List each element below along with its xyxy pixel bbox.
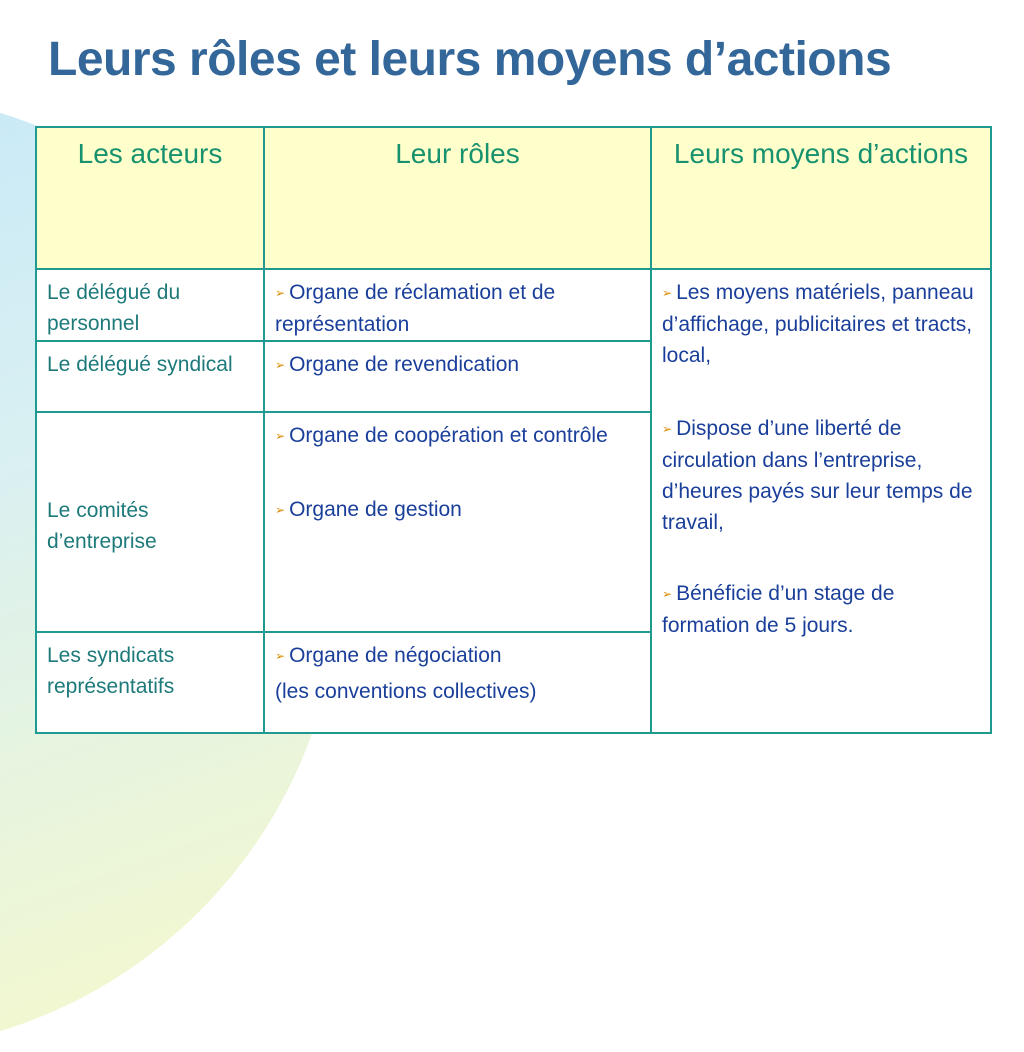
slide-title: Leurs rôles et leurs moyens d’actions [48,33,892,86]
means-item [662,413,980,538]
actor-cell: Le délégué du personnel [36,269,264,341]
role-note: (les conventions collectives) [275,680,537,703]
roles-cell [264,632,651,733]
actor-cell: Le comités d’entreprise [36,412,264,632]
arrow-bullet-icon: ➢ [662,286,673,300]
actor-cell: Les syndicats représentatifs [36,632,264,733]
roles-table [35,126,992,734]
table-row [36,269,991,341]
arrow-bullet-icon: ➢ [275,358,286,372]
arrow-bullet-icon: ➢ [275,503,286,517]
means-text: Les moyens matériels, panneau d’affichage, publicitaires et tracts, local, [662,281,974,367]
table-header-row [36,127,991,269]
arrow-bullet-icon: ➢ [275,429,286,443]
role-text: Organe de coopération et contrôle [289,424,608,447]
roles-cell [264,412,651,632]
arrow-bullet-icon: ➢ [662,422,673,436]
role-text: Organe de gestion [289,498,462,521]
actor-cell: Le délégué syndical [36,341,264,412]
arrow-bullet-icon: ➢ [275,286,286,300]
header-roles: Leur rôles [264,127,651,269]
roles-cell [264,269,651,341]
role-text: Organe de négociation [289,644,502,667]
means-text: Dispose d’une liberté de circulation dans l’entreprise, d’heures payés sur leur temps de travail, [662,417,973,534]
role-item [275,349,640,381]
role-text: Organe de réclamation et de représentation [275,281,556,336]
means-item [662,277,980,371]
header-means: Leurs moyens d’actions [651,127,991,269]
arrow-bullet-icon: ➢ [275,649,286,663]
means-cell [651,269,991,733]
role-item [275,494,640,526]
role-item [275,420,640,452]
arrow-bullet-icon: ➢ [662,587,673,601]
roles-cell [264,341,651,412]
means-item [662,578,980,641]
role-item [275,640,640,672]
header-actors: Les acteurs [36,127,264,269]
means-text: Bénéficie d’un stage de formation de 5 jours. [662,582,895,637]
role-text: Organe de revendication [289,353,520,376]
role-item [275,277,640,340]
